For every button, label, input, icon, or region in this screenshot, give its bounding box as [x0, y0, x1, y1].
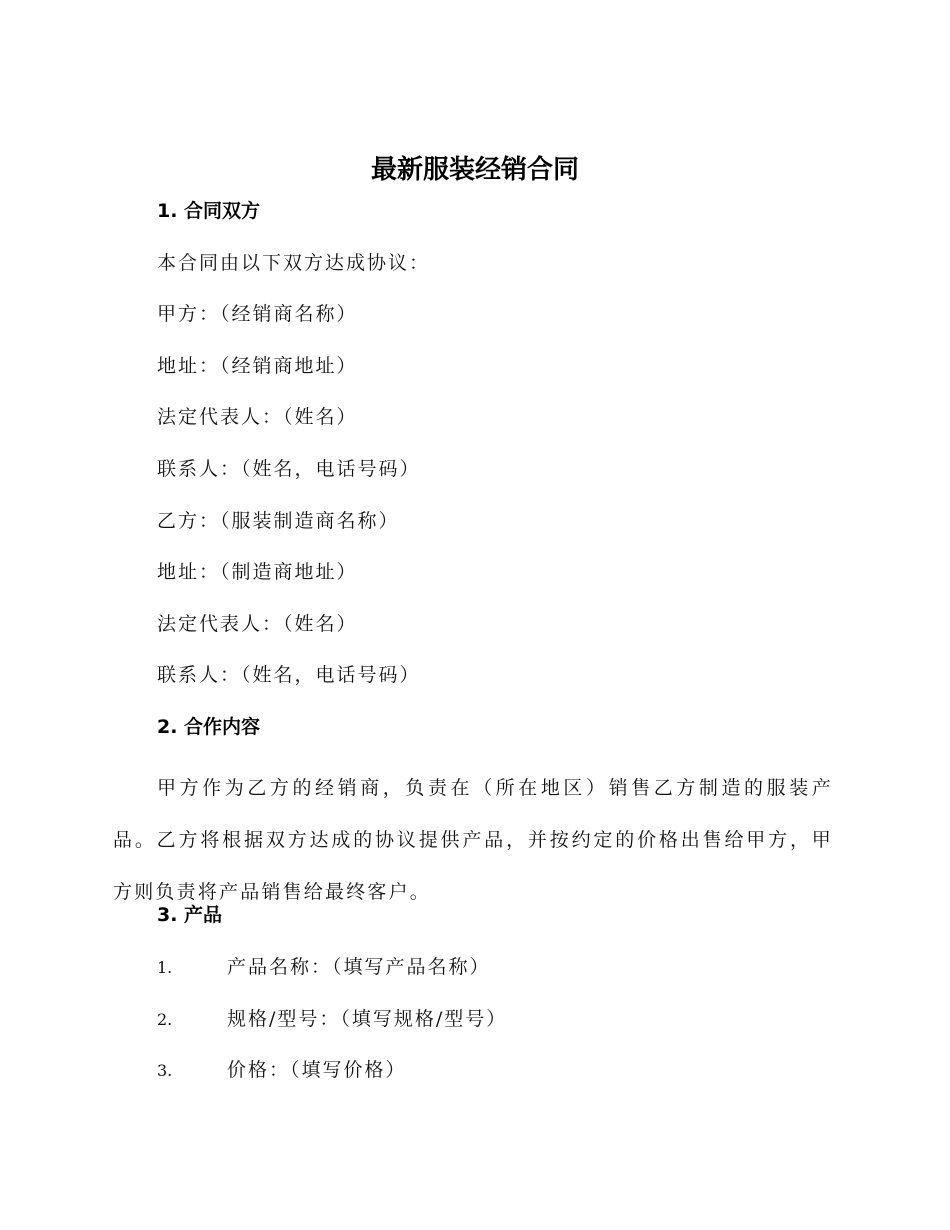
party-b-contact: 联系人：（姓名，电话号码）	[157, 664, 421, 686]
list-item-number: 2.	[157, 1010, 173, 1029]
section-heading-parties: 1. 合同双方	[157, 200, 261, 222]
list-item-number: 3.	[157, 1061, 173, 1080]
list-item	[157, 1055, 407, 1086]
party-b-name: 乙方：（服装制造商名称）	[157, 510, 400, 532]
list-item-number: 1.	[157, 958, 173, 977]
party-b-legal-rep: 法定代表人：（姓名）	[157, 613, 358, 635]
list-item-text: 价格：（填写价格）	[227, 1059, 407, 1081]
party-a-contact: 联系人：（姓名，电话号码）	[157, 458, 421, 480]
list-item	[157, 952, 491, 983]
list-item	[157, 1004, 507, 1035]
party-b-address: 地址：（制造商地址）	[157, 561, 358, 583]
party-a-legal-rep: 法定代表人：（姓名）	[157, 406, 358, 428]
section-heading-cooperation: 2. 合作内容	[157, 716, 261, 738]
parties-intro: 本合同由以下双方达成协议：	[157, 252, 431, 274]
list-item-text: 产品名称：（填写产品名称）	[227, 956, 491, 978]
list-item-text: 规格/型号：（填写规格/型号）	[227, 1008, 508, 1030]
party-a-name: 甲方：（经销商名称）	[157, 303, 358, 325]
party-a-address: 地址：（经销商地址）	[157, 355, 358, 377]
cooperation-paragraph: 甲方作为乙方的经销商，负责在（所在地区）销售乙方制造的服装产品。乙方将根据双方达成的协议提供产品，并按约定的价格出售给甲方，甲方则负责将产品销售给最终客户。	[113, 777, 833, 903]
section-heading-products: 3. 产品	[157, 904, 223, 926]
document-title: 最新服装经销合同	[370, 155, 579, 185]
